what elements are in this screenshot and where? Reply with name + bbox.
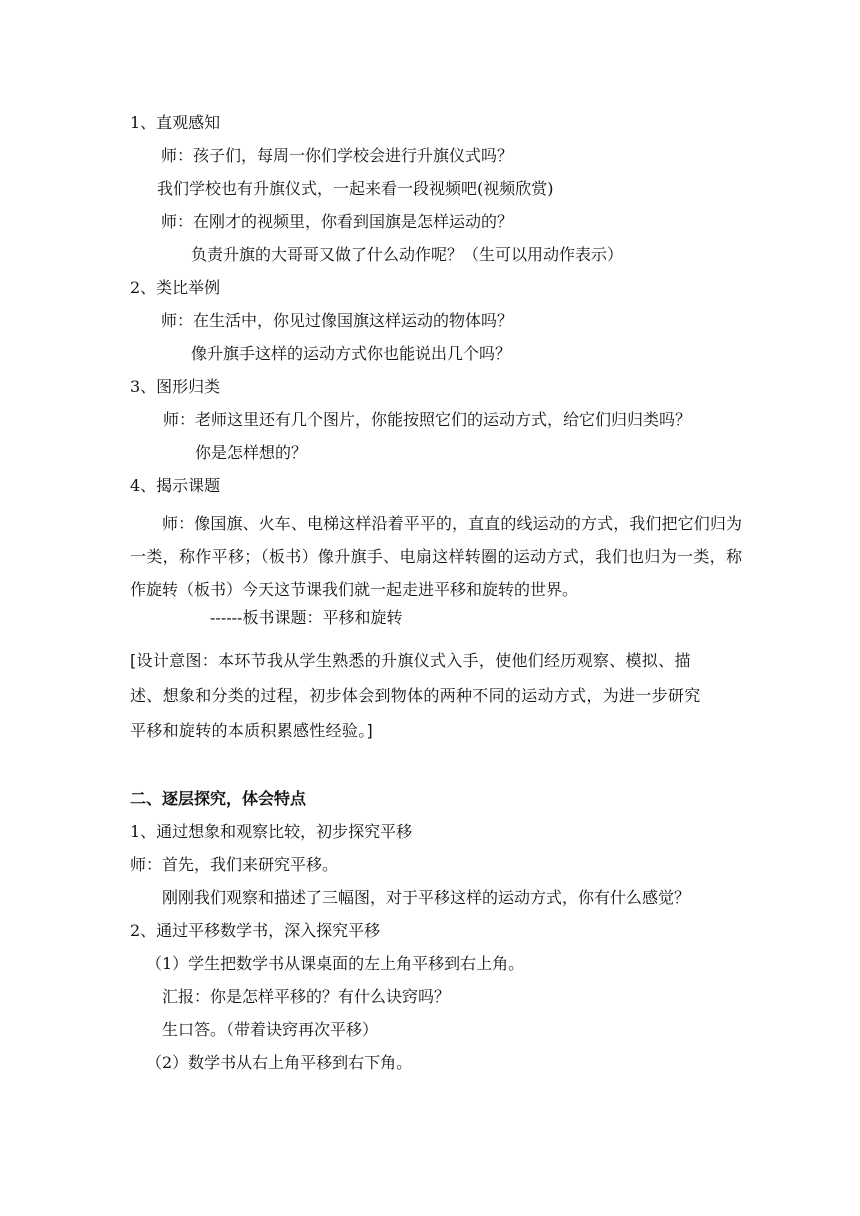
- text-line: 你是怎样想的？: [195, 443, 308, 462]
- item-heading: 3、图形归类: [130, 377, 221, 396]
- item-heading: 2、类比举例: [130, 278, 221, 297]
- text-line: 负责升旗的大哥哥又做了什么动作呢？（生可以用动作表示）: [191, 245, 624, 264]
- text-line: 刚刚我们观察和描述了三幅图，对于平移这样的运动方式，你有什么感觉？: [162, 888, 691, 907]
- teacher-line: 师：老师这里还有几个图片，你能按照它们的运动方式，给它们归归类吗？: [163, 410, 692, 429]
- item-heading: 4、揭示课题: [130, 476, 221, 495]
- teacher-line: 师：首先，我们来研究平移。: [130, 855, 339, 874]
- design-intent-line: [设计意图：本环节我从学生熟悉的升旗仪式入手，使他们经历观察、模拟、描: [130, 651, 691, 670]
- body-paragraph: 师：像国旗、火车、电梯这样沿着平平的，直直的线运动的方式，我们把它们归为一类，称作平移；（板书）像升旗手、电扇这样转圈的运动方式，我们也归为一类，称作旋转（板书）今天这节课我们就一起走进平移和旋转的世界。: [130, 514, 742, 599]
- item-heading: 2、通过平移数学书，深入探究平移: [130, 921, 381, 940]
- teacher-line: 师：在刚才的视频里，你看到国旗是怎样运动的？: [161, 212, 514, 231]
- text-line: 生口答。（带着诀窍再次平移）: [162, 1020, 379, 1039]
- text-line: 汇报：你是怎样平移的？有什么诀窍吗？: [162, 987, 451, 1006]
- item-heading: 1、直观感知: [130, 113, 221, 132]
- item-heading: 1、通过想象和观察比较，初步探究平移: [130, 822, 413, 841]
- text-line: 我们学校也有升旗仪式，一起来看一段视频吧(视频欣赏): [157, 179, 554, 198]
- teacher-line: 师：在生活中，你见过像国旗这样运动的物体吗？: [161, 311, 514, 330]
- text-line: （2）数学书从右上角平移到右下角。: [146, 1053, 413, 1072]
- section-heading: 二、逐层探究，体会特点: [130, 789, 307, 808]
- text-line: （1）学生把数学书从课桌面的左上角平移到右上角。: [146, 954, 525, 973]
- board-title: ------板书课题：平移和旋转: [210, 608, 403, 627]
- design-intent-line: 平移和旋转的本质积累感性经验。]: [130, 721, 374, 740]
- text-line: 像升旗手这样的运动方式你也能说出几个吗？: [191, 344, 512, 363]
- design-intent-line: 述、想象和分类的过程，初步体会到物体的两种不同的运动方式，为进一步研究: [130, 686, 701, 705]
- teacher-line: 师：孩子们，每周一你们学校会进行升旗仪式吗？: [161, 146, 514, 165]
